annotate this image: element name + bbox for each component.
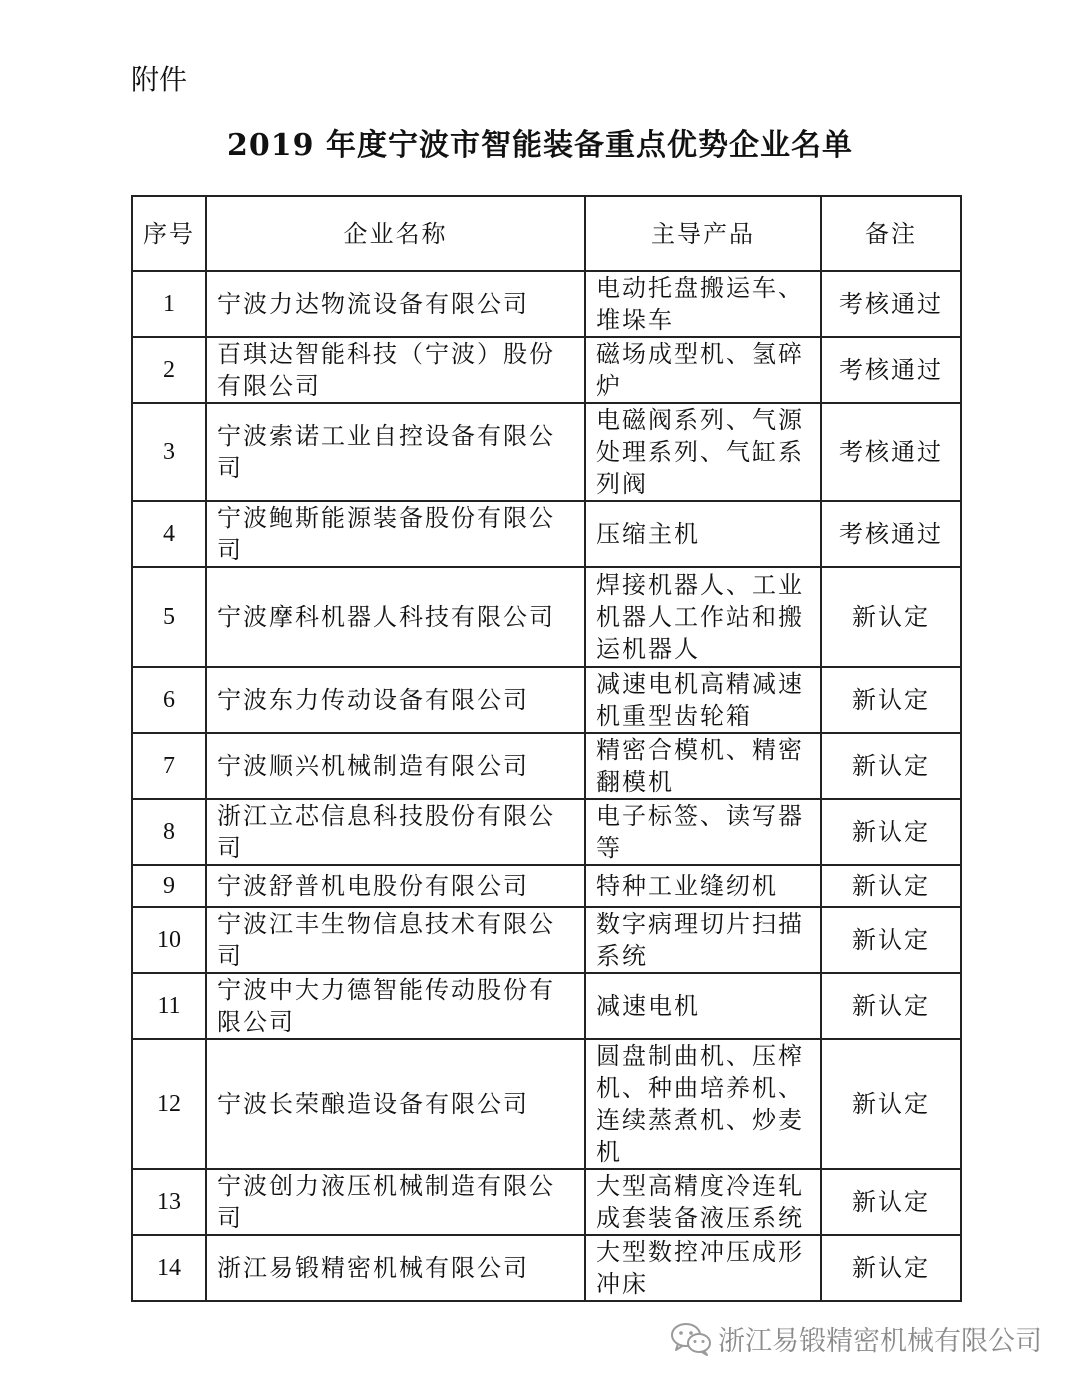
cell-main-product: 圆盘制曲机、压榨机、种曲培养机、连续蒸煮机、炒麦机 [585, 1039, 821, 1169]
cell-company-name: 浙江易锻精密机械有限公司 [206, 1235, 585, 1301]
cell-company-name: 宁波顺兴机械制造有限公司 [206, 733, 585, 799]
cell-remark: 新认定 [821, 667, 961, 733]
cell-company-name: 宁波鲍斯能源装备股份有限公司 [206, 501, 585, 567]
cell-serial: 1 [132, 271, 206, 337]
cell-serial: 10 [132, 907, 206, 973]
cell-company-name: 宁波长荣酿造设备有限公司 [206, 1039, 585, 1169]
cell-serial: 4 [132, 501, 206, 567]
cell-serial: 14 [132, 1235, 206, 1301]
header-serial: 序号 [132, 196, 206, 271]
cell-main-product: 特种工业缝纫机 [585, 865, 821, 907]
table-row [132, 907, 961, 973]
table-header-row [132, 196, 961, 271]
watermark-text: 浙江易锻精密机械有限公司 [718, 1326, 1042, 1357]
table-row [132, 733, 961, 799]
cell-remark: 新认定 [821, 865, 961, 907]
cell-serial: 13 [132, 1169, 206, 1235]
cell-main-product: 减速电机 [585, 973, 821, 1039]
table-row [132, 567, 961, 667]
cell-serial: 11 [132, 973, 206, 1039]
cell-serial: 2 [132, 337, 206, 403]
cell-company-name: 百琪达智能科技（宁波）股份有限公司 [206, 337, 585, 403]
table-row [132, 337, 961, 403]
cell-remark: 新认定 [821, 799, 961, 865]
cell-main-product: 电子标签、读写器等 [585, 799, 821, 865]
cell-company-name: 宁波创力液压机械制造有限公司 [206, 1169, 585, 1235]
cell-serial: 5 [132, 567, 206, 667]
cell-serial: 7 [132, 733, 206, 799]
cell-main-product: 减速电机高精减速机重型齿轮箱 [585, 667, 821, 733]
header-remark: 备注 [821, 196, 961, 271]
cell-company-name: 宁波中大力德智能传动股份有限公司 [206, 973, 585, 1039]
cell-company-name: 宁波舒普机电股份有限公司 [206, 865, 585, 907]
cell-company-name: 浙江立芯信息科技股份有限公司 [206, 799, 585, 865]
cell-remark: 新认定 [821, 1235, 961, 1301]
cell-company-name: 宁波摩科机器人科技有限公司 [206, 567, 585, 667]
table-row [132, 403, 961, 501]
cell-main-product: 压缩主机 [585, 501, 821, 567]
table-row [132, 501, 961, 567]
cell-remark: 新认定 [821, 1169, 961, 1235]
table-row [132, 667, 961, 733]
cell-serial: 9 [132, 865, 206, 907]
table-row [132, 865, 961, 907]
cell-company-name: 宁波东力传动设备有限公司 [206, 667, 585, 733]
wechat-icon [670, 1322, 712, 1356]
cell-main-product: 精密合模机、精密翻模机 [585, 733, 821, 799]
header-main-product: 主导产品 [585, 196, 821, 271]
cell-main-product: 大型数控冲压成形冲床 [585, 1235, 821, 1301]
cell-serial: 3 [132, 403, 206, 501]
cell-company-name: 宁波索诺工业自控设备有限公司 [206, 403, 585, 501]
cell-remark: 新认定 [821, 1039, 961, 1169]
attachment-label: 附件 [131, 63, 188, 96]
cell-remark: 考核通过 [821, 501, 961, 567]
table-row [132, 799, 961, 865]
cell-main-product: 焊接机器人、工业机器人工作站和搬运机器人 [585, 567, 821, 667]
cell-serial: 12 [132, 1039, 206, 1169]
cell-company-name: 宁波力达物流设备有限公司 [206, 271, 585, 337]
cell-main-product: 大型高精度冷连轧成套装备液压系统 [585, 1169, 821, 1235]
watermark [670, 1319, 1042, 1358]
cell-remark: 新认定 [821, 733, 961, 799]
table-row [132, 1169, 961, 1235]
cell-main-product: 数字病理切片扫描系统 [585, 907, 821, 973]
enterprise-table [131, 195, 962, 1302]
cell-serial: 8 [132, 799, 206, 865]
document-title: 2019 年度宁波市智能装备重点优势企业名单 [227, 128, 853, 163]
table-row [132, 1235, 961, 1301]
cell-remark: 新认定 [821, 567, 961, 667]
cell-remark: 新认定 [821, 907, 961, 973]
cell-serial: 6 [132, 667, 206, 733]
cell-remark: 考核通过 [821, 337, 961, 403]
table-row [132, 1039, 961, 1169]
cell-main-product: 磁场成型机、氢碎炉 [585, 337, 821, 403]
table-row [132, 973, 961, 1039]
header-company-name: 企业名称 [206, 196, 585, 271]
cell-main-product: 电动托盘搬运车、堆垛车 [585, 271, 821, 337]
cell-remark: 考核通过 [821, 403, 961, 501]
table-row [132, 271, 961, 337]
cell-remark: 考核通过 [821, 271, 961, 337]
cell-main-product: 电磁阀系列、气源处理系列、气缸系列阀 [585, 403, 821, 501]
cell-company-name: 宁波江丰生物信息技术有限公司 [206, 907, 585, 973]
cell-remark: 新认定 [821, 973, 961, 1039]
